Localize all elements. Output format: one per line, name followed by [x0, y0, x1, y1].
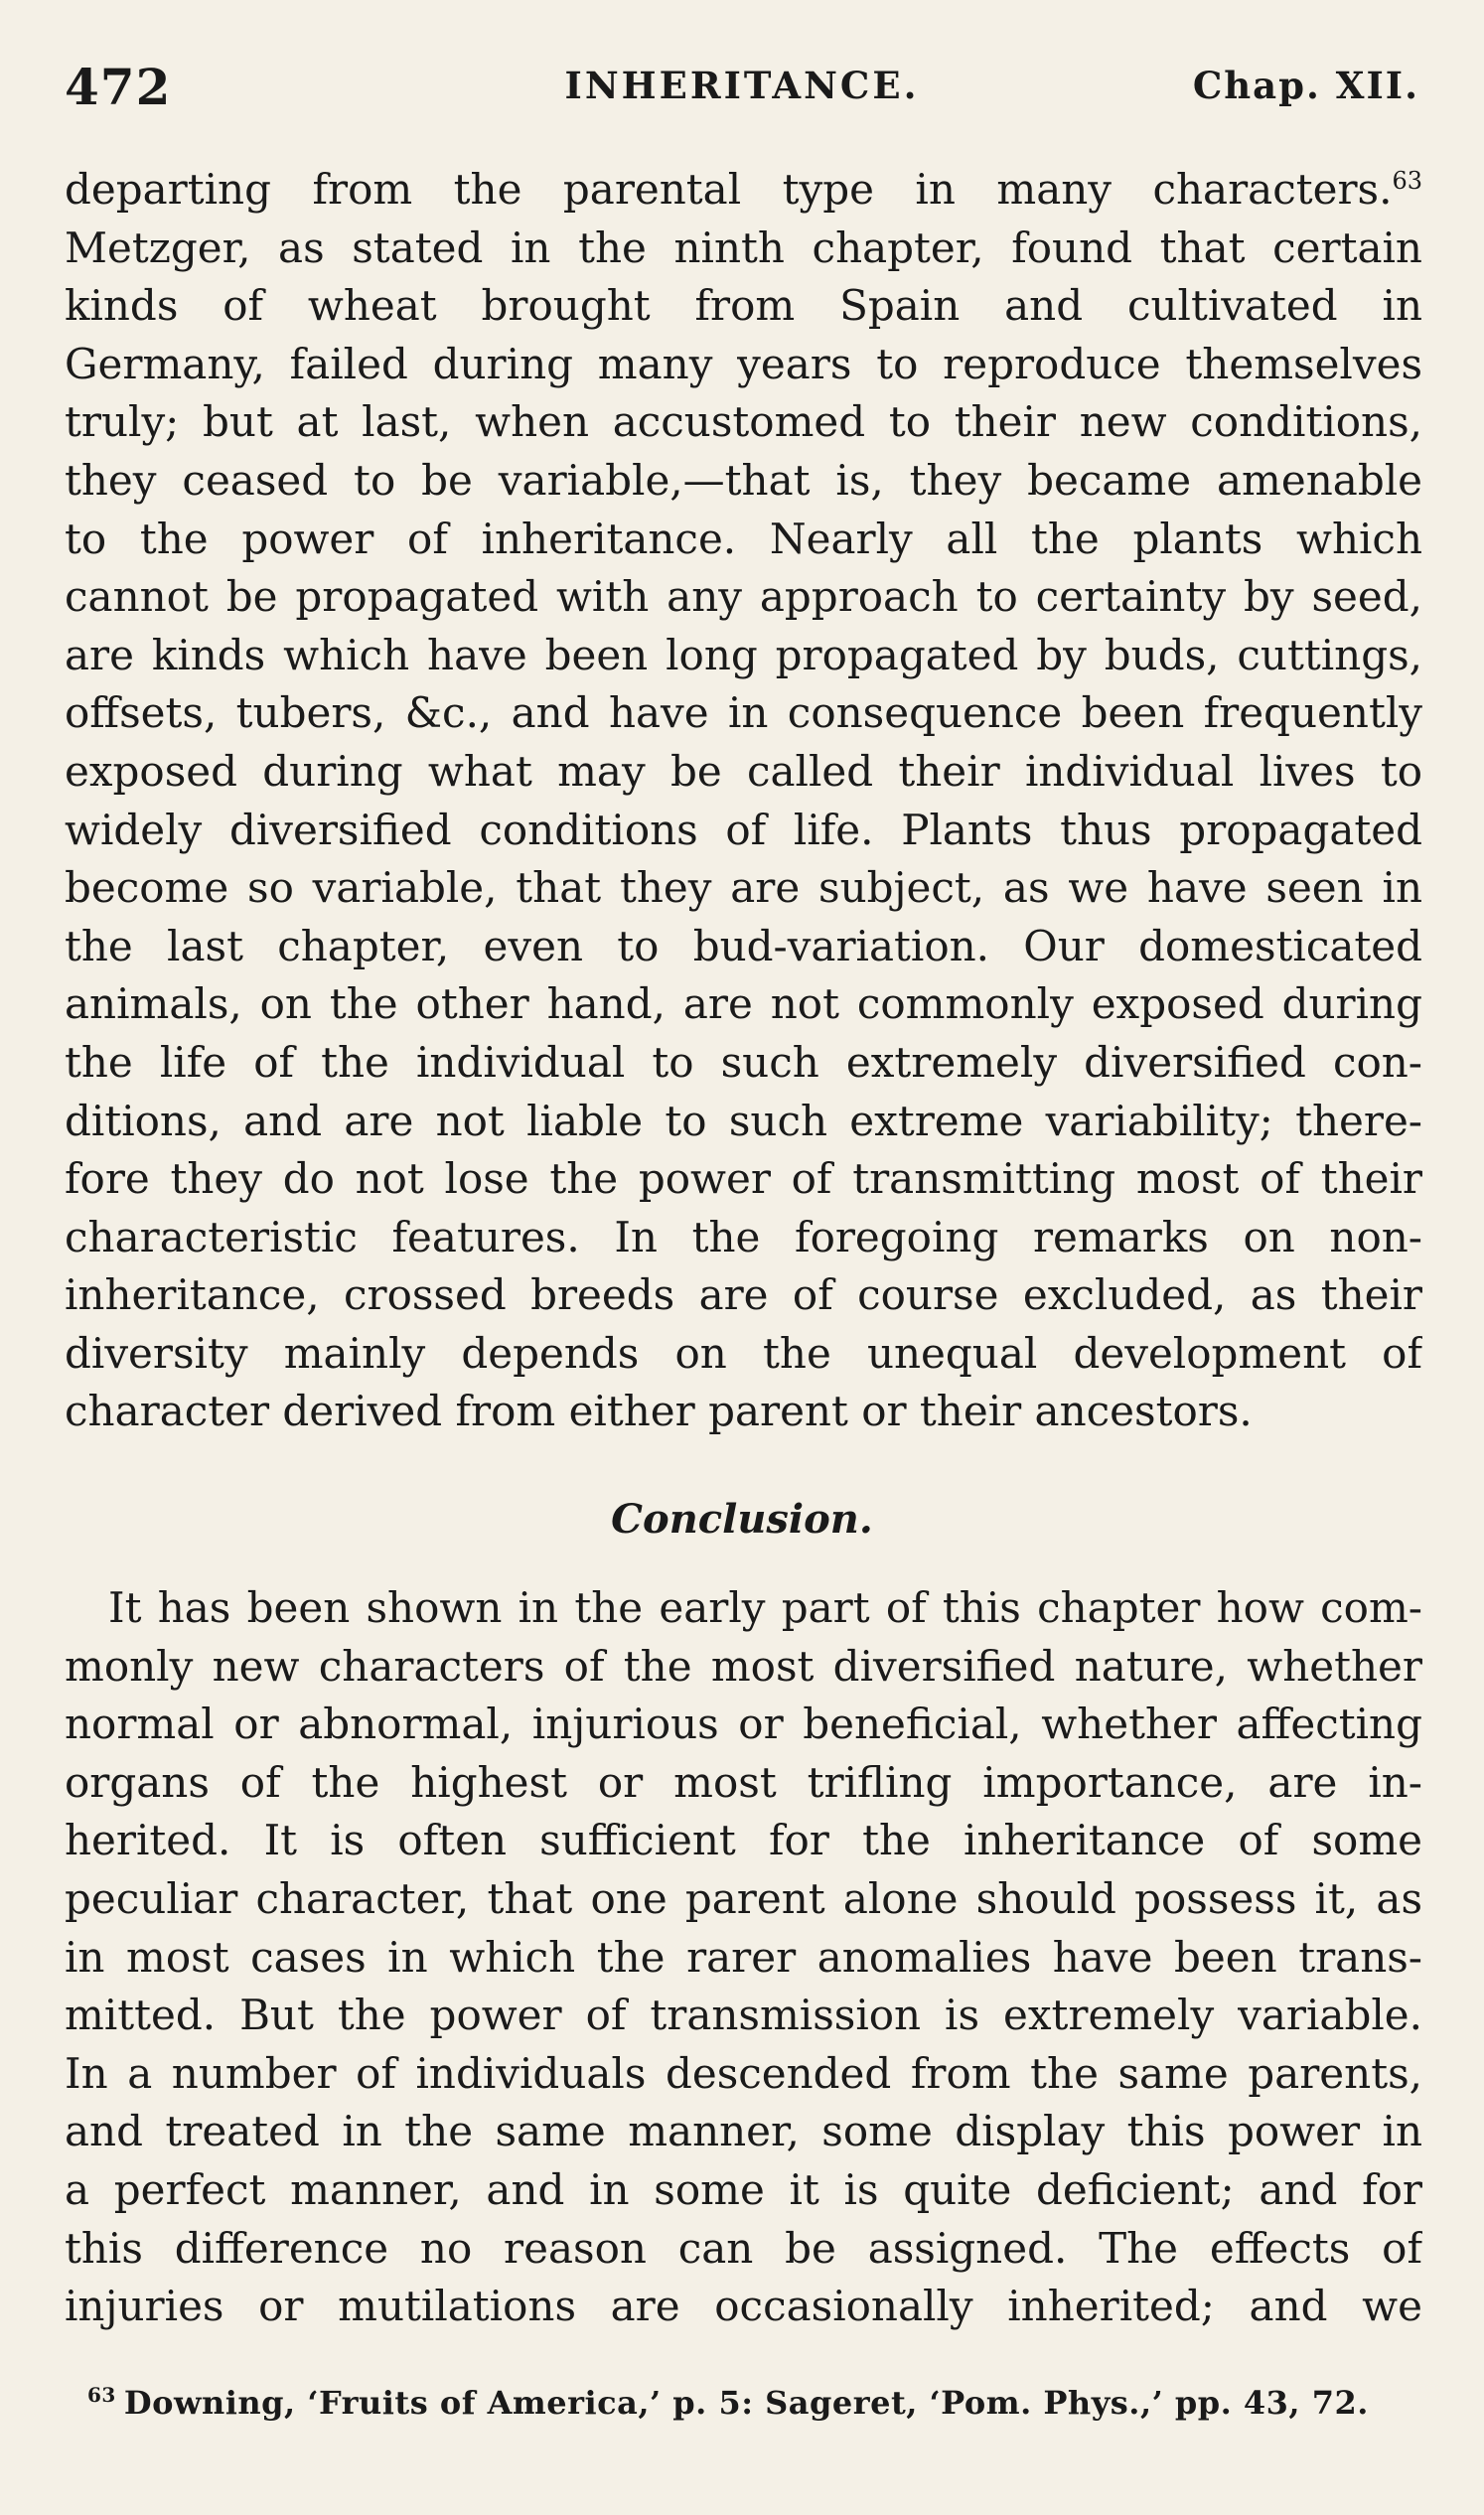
text-line: mitted. But the power of transmission is extremely variable.	[65, 1991, 1422, 2040]
chapter-label: Chap. XII.	[1192, 64, 1419, 107]
text-line: the life of the individual to such extremely diversified con-	[65, 1037, 1422, 1087]
footnote	[87, 2384, 1399, 2422]
text-line: exposed during what may be called their individual lives to	[65, 746, 1422, 796]
page-number: 472	[65, 58, 172, 116]
text-line: animals, on the other hand, are not commonly exposed during	[65, 979, 1422, 1029]
text-line: peculiar character, that one parent alone should possess it, as	[65, 1873, 1422, 1923]
text-line: Germany, failed during many years to reproduce themselves	[65, 339, 1422, 388]
paragraph-1	[65, 161, 1422, 1441]
text-line: organs of the highest or most trifling importance, are in-	[65, 1757, 1422, 1807]
text-line: are kinds which have been long propagated by buds, cuttings,	[65, 630, 1422, 679]
text-line: fore they do not lose the power of transmitting most of their	[65, 1154, 1422, 1204]
text-line: and treated in the same manner, some display this power in	[65, 2107, 1422, 2156]
text-line: this difference no reason can be assigned. The effects of	[65, 2223, 1422, 2273]
text-line: cannot be propagated with any approach to certainty by seed,	[65, 572, 1422, 622]
text-line: a perfect manner, and in some it is quite deficient; and for	[65, 2164, 1422, 2214]
text-line: characteristic features. In the foregoing remarks on non-	[65, 1212, 1422, 1261]
text-line: normal or abnormal, injurious or beneficial, whether affecting	[65, 1700, 1422, 1749]
page-header	[65, 58, 1419, 127]
text-line: diversity mainly depends on the unequal development of	[65, 1328, 1422, 1378]
section-heading: Conclusion.	[611, 1496, 873, 1543]
footnote-reference: 63	[1392, 167, 1422, 195]
text-line: Metzger, as stated in the ninth chapter, found that certain	[65, 222, 1422, 272]
text-line: offsets, tubers, &c., and have in consequence been frequently	[65, 688, 1422, 738]
running-title: INHERITANCE.	[564, 64, 920, 107]
text-line: become so variable, that they are subject, as we have seen in	[65, 863, 1422, 913]
text-line: departing from the parental type in many characters.$^{63}$	[65, 165, 1422, 214]
paragraph-2	[65, 1579, 1422, 2336]
text-line: monly new characters of the most diversified nature, whether	[65, 1641, 1422, 1691]
text-line: kinds of wheat brought from Spain and cultivated in	[65, 281, 1422, 331]
text-line: herited. It is often sufficient for the inheritance of some	[65, 1816, 1422, 1865]
text-line: they ceased to be variable,—that is, they became amenable	[65, 455, 1422, 505]
footnote-text: Downing, ‘Fruits of America,’ p. 5: Sageret, ‘Pom. Phys.,’ pp. 43, 72.	[123, 2384, 1369, 2422]
text-line: in most cases in which the rarer anomalies have been trans-	[65, 1932, 1422, 1982]
footnote-marker: 63	[87, 2383, 116, 2408]
text-line: injuries or mutilations are occasionally inherited; and we	[65, 2282, 1422, 2331]
text-line: the last chapter, even to bud-variation. Our domesticated	[65, 921, 1422, 970]
text-line: truly; but at last, when accustomed to their new conditions,	[65, 397, 1422, 447]
text-line: to the power of inheritance. Nearly all the plants which	[65, 514, 1422, 563]
text-line: ditions, and are not liable to such extreme variability; there-	[65, 1096, 1422, 1145]
text-line: In a number of individuals descended from the same parents,	[65, 2048, 1422, 2098]
text-line: widely diversified conditions of life. Plants thus propagated	[65, 805, 1422, 854]
text-line: character derived from either parent or their ancestors.	[65, 1387, 1253, 1436]
text-line: It has been shown in the early part of this chapter how com-	[108, 1583, 1422, 1632]
text-line: inheritance, crossed breeds are of course excluded, as their	[65, 1270, 1422, 1320]
